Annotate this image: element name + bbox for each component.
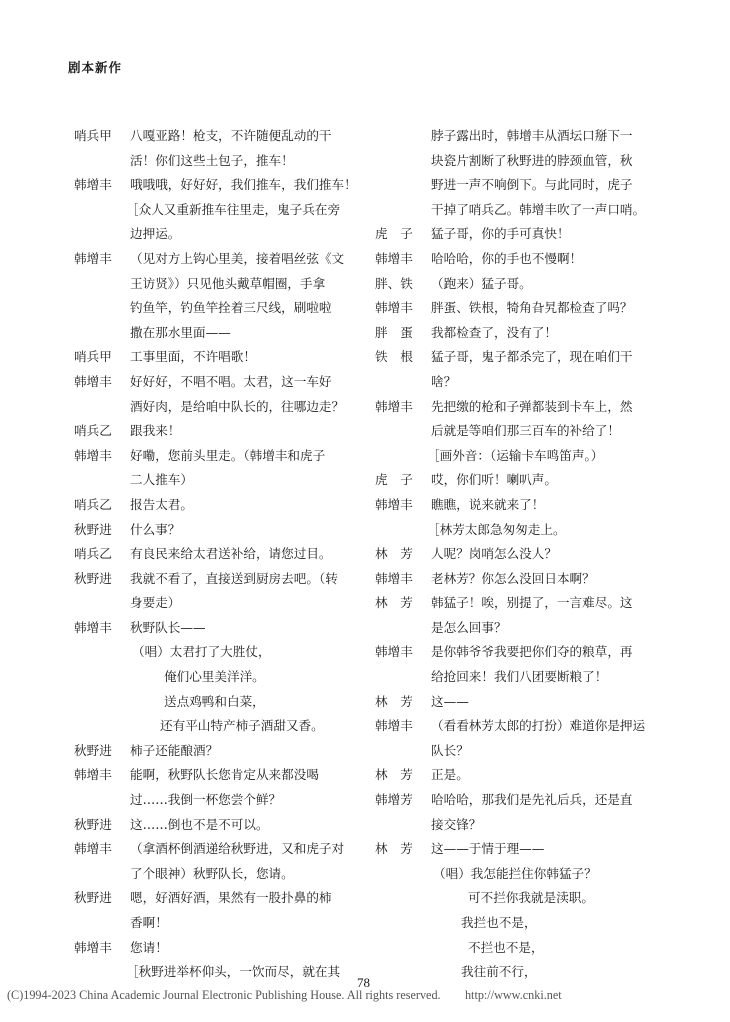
dialogue-text: 我都检查了，没有了！ xyxy=(431,324,557,340)
script-line xyxy=(375,493,659,518)
dialogue-text: 干掉了哨兵乙。韩增丰吹了一声口哨。 xyxy=(431,201,646,217)
script-line xyxy=(74,936,358,961)
speaker-name: 韩增丰 xyxy=(74,939,112,955)
script-line xyxy=(74,518,358,543)
speaker-name: 秋野进 xyxy=(74,570,112,586)
dialogue-text: 瞧瞧，说来就来了！ xyxy=(431,496,545,512)
script-line xyxy=(375,567,659,592)
script-line xyxy=(375,837,659,862)
script-line xyxy=(375,936,659,961)
speaker-name: 韩增丰 xyxy=(375,644,413,660)
dialogue-text: 哎，你们听！喇叭声。 xyxy=(431,472,557,488)
script-line xyxy=(375,788,659,813)
dialogue-text: （见对方上钩心里美，接着唱丝弦《文 xyxy=(130,250,345,266)
speaker-name: 虎 子 xyxy=(375,226,413,242)
script-line xyxy=(74,198,358,223)
speaker-name: 虎 子 xyxy=(375,472,413,488)
dialogue-text: 啥？ xyxy=(431,373,457,389)
speaker-name: 胖 蛋 xyxy=(375,324,413,340)
dialogue-text: 哦哦哦，好好好，我们推车，我们推车！ xyxy=(130,177,357,193)
dialogue-text: 身要走） xyxy=(130,595,181,611)
section-header: 剧本新作 xyxy=(68,60,123,75)
script-line xyxy=(74,419,358,444)
speaker-name: 韩增丰 xyxy=(375,398,413,414)
dialogue-text: 是怎么回事？ xyxy=(431,619,507,635)
speaker-name: 韩增丰 xyxy=(74,373,112,389)
script-line xyxy=(375,886,659,911)
script-line xyxy=(74,222,358,247)
dialogue-text: 我往前不行， xyxy=(461,964,537,980)
speaker-name: 韩增丰 xyxy=(74,767,112,783)
dialogue-text: 野进一声不响倒下。与此同时，虎子 xyxy=(431,177,633,193)
script-line xyxy=(74,813,358,838)
script-line xyxy=(375,616,659,641)
script-line xyxy=(74,272,358,297)
script-line xyxy=(74,862,358,887)
script-line xyxy=(74,690,358,715)
dialogue-text: 老林芳？你怎么没回日本啊？ xyxy=(431,570,595,586)
script-line xyxy=(375,763,659,788)
dialogue-text: 香啊！ xyxy=(130,915,168,930)
script-line xyxy=(375,862,659,887)
dialogue-text: 了个眼神）秋野队长，您请。 xyxy=(130,865,294,881)
speaker-name: 秋野进 xyxy=(74,890,112,906)
script-line xyxy=(74,714,358,739)
dialogue-text: 二人推车） xyxy=(130,472,193,488)
speaker-name: 林 芳 xyxy=(375,767,413,783)
speaker-name: 秋野进 xyxy=(74,742,112,758)
dialogue-text: 边押运。 xyxy=(130,226,181,242)
dialogue-text: （跑来）猛子哥。 xyxy=(431,275,532,291)
dialogue-text: 柿子还能酿酒？ xyxy=(130,742,219,758)
dialogue-text: 什么事？ xyxy=(130,521,181,537)
script-line xyxy=(74,591,358,616)
script-line xyxy=(74,567,358,592)
dialogue-text: 人呢？岗哨怎么没人？ xyxy=(431,546,557,562)
dialogue-text: 酒好肉，是给咱中队长的，往哪边走？ xyxy=(130,398,345,414)
script-line xyxy=(74,296,358,321)
dialogue-text: （拿酒杯倒酒递给秋野进，又和虎子对 xyxy=(130,841,345,857)
script-line xyxy=(74,837,358,862)
script-line xyxy=(375,542,659,567)
copyright-footer: (C)1994-2023 China Academic Journal Electronic Publishing House. All rights reserved. http://www.cnki.net xyxy=(7,988,562,1002)
script-line xyxy=(375,591,659,616)
script-line xyxy=(375,640,659,665)
page-number: 78 xyxy=(357,975,370,990)
stage-direction: ［林芳太郎急匆匆走上。 xyxy=(427,521,566,537)
dialogue-text: 先把缴的枪和子弹都装到卡车上，然 xyxy=(431,398,633,414)
speaker-name: 韩增丰 xyxy=(74,447,112,463)
speaker-name: 秋野进 xyxy=(74,816,112,832)
script-line xyxy=(375,419,659,444)
dialogue-text: 后就是等咱们那三百车的补给了！ xyxy=(431,423,620,439)
script-line xyxy=(375,296,659,321)
script-line xyxy=(375,149,659,174)
script-line xyxy=(375,911,659,936)
dialogue-text: 过……我倒一杯您尝个鲜？ xyxy=(130,792,282,808)
script-line xyxy=(375,518,659,543)
script-line xyxy=(74,247,358,272)
speaker-name: 林 芳 xyxy=(375,595,413,611)
script-line xyxy=(74,124,358,149)
script-line xyxy=(74,370,358,395)
stage-direction: ［秋野进举杯仰头，一饮而尽，就在其 xyxy=(126,964,341,980)
script-line xyxy=(74,444,358,469)
speaker-name: 铁 根 xyxy=(375,349,413,365)
script-line xyxy=(375,395,659,420)
dialogue-text: 嗯，好酒好酒，果然有一股扑鼻的柿 xyxy=(130,890,332,906)
speaker-name: 林 芳 xyxy=(375,841,413,857)
dialogue-text: 胖蛋、铁根，犄角旮旯都检查了吗？ xyxy=(431,300,633,316)
script-line xyxy=(74,493,358,518)
dialogue-text: 好嘞，您前头里走。（韩增丰和虎子 xyxy=(130,447,326,463)
speaker-name: 韩增丰 xyxy=(375,718,413,734)
speaker-name: 韩增丰 xyxy=(375,570,413,586)
script-line xyxy=(74,616,358,641)
dialogue-text: 您请！ xyxy=(130,939,168,955)
speaker-name: 哨兵乙 xyxy=(74,546,112,562)
dialogue-text: 接交锋？ xyxy=(431,816,482,832)
speaker-name: 韩增丰 xyxy=(74,250,112,266)
dialogue-text: 八嘎亚路！枪支，不许随便乱动的干 xyxy=(130,128,332,143)
speaker-name: 韩增丰 xyxy=(74,841,112,857)
left-column xyxy=(74,124,358,985)
dialogue-text: 有良民来给太君送补给，请您过目。 xyxy=(130,546,332,562)
speaker-name: 韩增丰 xyxy=(375,496,413,512)
script-line xyxy=(375,247,659,272)
speaker-name: 韩增芳 xyxy=(375,792,413,808)
script-line xyxy=(74,960,358,985)
dialogue-text: 可不拦你我就是渎职。 xyxy=(468,890,594,906)
script-line xyxy=(74,640,358,665)
speaker-name: 哨兵乙 xyxy=(74,496,112,512)
speaker-name: 韩增丰 xyxy=(74,177,112,193)
speaker-name: 林 芳 xyxy=(375,546,413,562)
script-line xyxy=(375,272,659,297)
speaker-name: 韩增丰 xyxy=(74,619,112,635)
script-line xyxy=(74,911,358,936)
speaker-name: 胖、铁 xyxy=(375,275,413,291)
stage-direction: ［画外音：（运输卡车鸣笛声。） xyxy=(427,447,604,463)
script-line xyxy=(375,124,659,149)
dialogue-text: （唱）我怎能拦住你韩猛子？ xyxy=(433,865,597,881)
script-line xyxy=(375,665,659,690)
script-line xyxy=(375,321,659,346)
dialogue-text: 正是。 xyxy=(431,767,469,783)
stage-direction: ［众人又重新推车往里走，鬼子兵在旁 xyxy=(126,201,341,217)
dialogue-text: 撒在那水里面—— xyxy=(130,324,231,340)
dialogue-text: 队长？ xyxy=(431,742,469,758)
script-line xyxy=(375,813,659,838)
script-line xyxy=(74,763,358,788)
dialogue-text: 不拦也不是， xyxy=(468,939,544,955)
speaker-name: 哨兵甲 xyxy=(74,128,112,143)
dialogue-text: 还有平山特产柿子酒甜又香。 xyxy=(160,718,324,734)
dialogue-text: 这—— xyxy=(431,693,469,709)
dialogue-text: 我就不看了，直接送到厨房去吧。（转 xyxy=(130,570,338,586)
speaker-name: 韩增丰 xyxy=(375,250,413,266)
dialogue-text: 王访贤》）只见他头戴草帽圈，手拿 xyxy=(130,275,326,291)
dialogue-text: 脖子露出时，韩增丰从酒坛口掰下一 xyxy=(431,128,633,143)
script-line xyxy=(74,665,358,690)
script-line xyxy=(375,739,659,764)
right-column xyxy=(375,124,659,985)
script-line xyxy=(74,886,358,911)
script-line xyxy=(74,345,358,370)
dialogue-text: 哈哈哈，那我们是先礼后兵，还是直 xyxy=(431,792,633,808)
script-line xyxy=(375,714,659,739)
dialogue-text: 块瓷片割断了秋野进的脖颈血管，秋 xyxy=(431,152,633,168)
script-line xyxy=(74,173,358,198)
script-line xyxy=(74,739,358,764)
script-line xyxy=(74,395,358,420)
dialogue-text: 是你韩爷爷我要把你们夺的粮草，再 xyxy=(431,644,633,660)
script-line xyxy=(74,321,358,346)
dialogue-text: 送点鸡鸭和白菜， xyxy=(164,693,265,709)
dialogue-text: （看看林芳太郎的打扮）难道你是押运 xyxy=(431,718,646,734)
speaker-name: 秋野进 xyxy=(74,521,112,537)
dialogue-text: 我拦也不是， xyxy=(461,915,537,930)
dialogue-text: 能啊，秋野队长您肯定从来都没喝 xyxy=(130,767,319,783)
script-line xyxy=(74,542,358,567)
dialogue-text: （唱）太君打了大胜仗， xyxy=(132,644,271,660)
speaker-name: 哨兵乙 xyxy=(74,423,112,439)
dialogue-text: 猛子哥，鬼子都杀完了，现在咱们干 xyxy=(431,349,633,365)
script-line xyxy=(375,690,659,715)
script-line xyxy=(375,222,659,247)
script-line xyxy=(375,370,659,395)
script-line xyxy=(375,468,659,493)
script-line xyxy=(74,468,358,493)
script-line xyxy=(375,960,659,985)
dialogue-text: 工事里面，不许唱歌！ xyxy=(130,349,256,365)
speaker-name: 林 芳 xyxy=(375,693,413,709)
speaker-name: 韩增丰 xyxy=(375,300,413,316)
dialogue-text: 秋野队长—— xyxy=(130,619,206,635)
script-line xyxy=(375,173,659,198)
dialogue-text: 猛子哥，你的手可真快！ xyxy=(431,226,570,242)
dialogue-text: 俺们心里美洋洋。 xyxy=(164,669,265,685)
dialogue-text: 给抢回来！我们八团要断粮了！ xyxy=(431,669,608,685)
dialogue-text: 这……倒也不是不可以。 xyxy=(130,816,269,832)
dialogue-text: 报告太君。 xyxy=(130,496,193,512)
dialogue-text: 跟我来！ xyxy=(130,423,181,439)
dialogue-text: 韩猛子！唉，别提了，一言难尽。这 xyxy=(431,595,633,611)
dialogue-text: 这——于情于理—— xyxy=(431,841,545,857)
script-line xyxy=(375,198,659,223)
dialogue-text: 钓鱼竿，钓鱼竿拴着三尺线，刷啦啦 xyxy=(130,300,332,316)
dialogue-text: 活！你们这些土包子，推车！ xyxy=(130,152,294,168)
script-line xyxy=(74,788,358,813)
dialogue-text: 哈哈哈，你的手也不慢啊！ xyxy=(431,250,583,266)
dialogue-text: 好好好，不唱不唱。太君，这一车好 xyxy=(130,373,332,389)
script-line xyxy=(375,444,659,469)
script-line xyxy=(74,149,358,174)
script-line xyxy=(375,345,659,370)
speaker-name: 哨兵甲 xyxy=(74,349,112,365)
